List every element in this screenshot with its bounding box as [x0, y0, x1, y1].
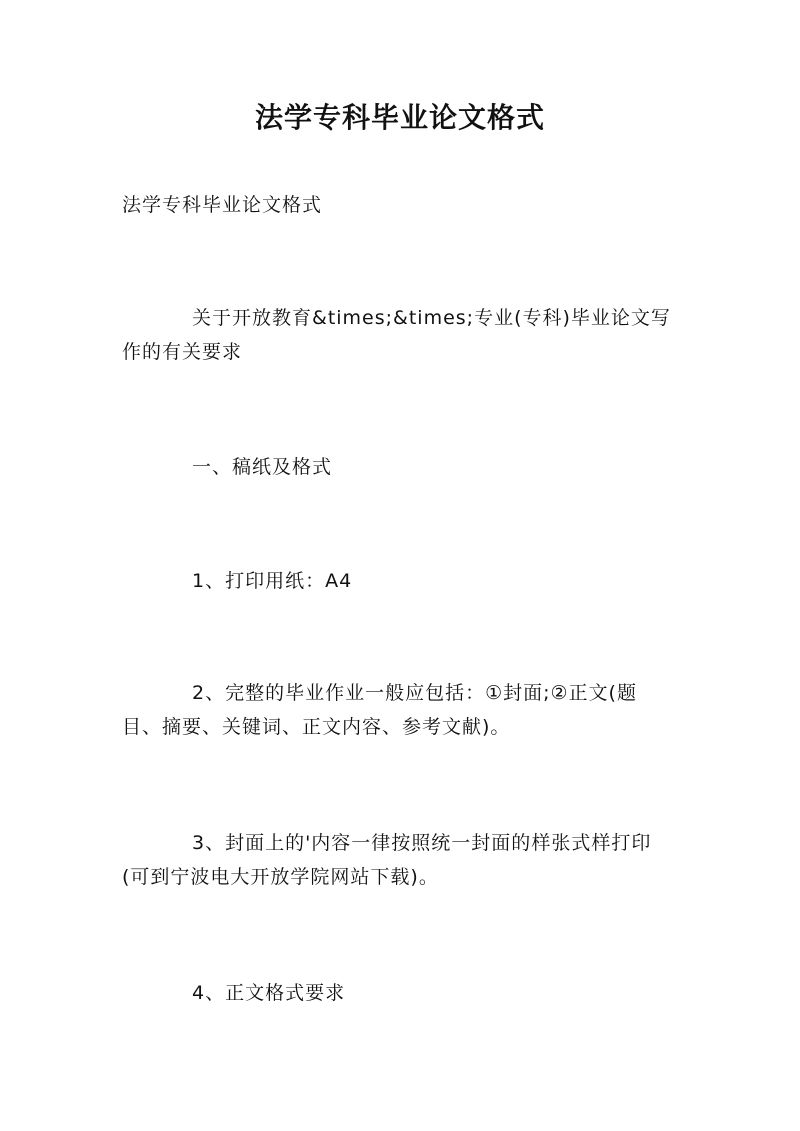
paragraph-line: 一、稿纸及格式 [192, 456, 333, 478]
paragraph-line: 3、封面上的'内容一律按照统一封面的样张式样打印 [192, 832, 652, 854]
section-heading-paper-format [122, 450, 682, 484]
paragraph-line: (可到宁波电大开放学院网站下载)。 [122, 866, 439, 888]
paragraph-line: 关于开放教育&times;&times;专业(专科)毕业论文写 [192, 307, 671, 329]
list-item-paper-size [122, 564, 682, 598]
list-item-cover [122, 826, 682, 894]
list-item-body-format [122, 976, 682, 1010]
document-subtitle [122, 188, 682, 222]
paragraph-line: 作的有关要求 [122, 341, 243, 363]
paragraph-line: 1、打印用纸：A4 [192, 570, 353, 592]
document-title: 法学专科毕业论文格式 [254, 101, 545, 134]
list-item-components [122, 676, 682, 744]
paragraph-line: 目、摘要、关键词、正文内容、参考文献)。 [122, 716, 511, 738]
paragraph-line: 法学专科毕业论文格式 [122, 194, 323, 216]
paragraph-line: 4、正文格式要求 [192, 982, 346, 1004]
paragraph-line: 2、完整的毕业作业一般应包括：①封面;②正文(题 [192, 682, 637, 704]
paragraph-intro [122, 301, 682, 369]
